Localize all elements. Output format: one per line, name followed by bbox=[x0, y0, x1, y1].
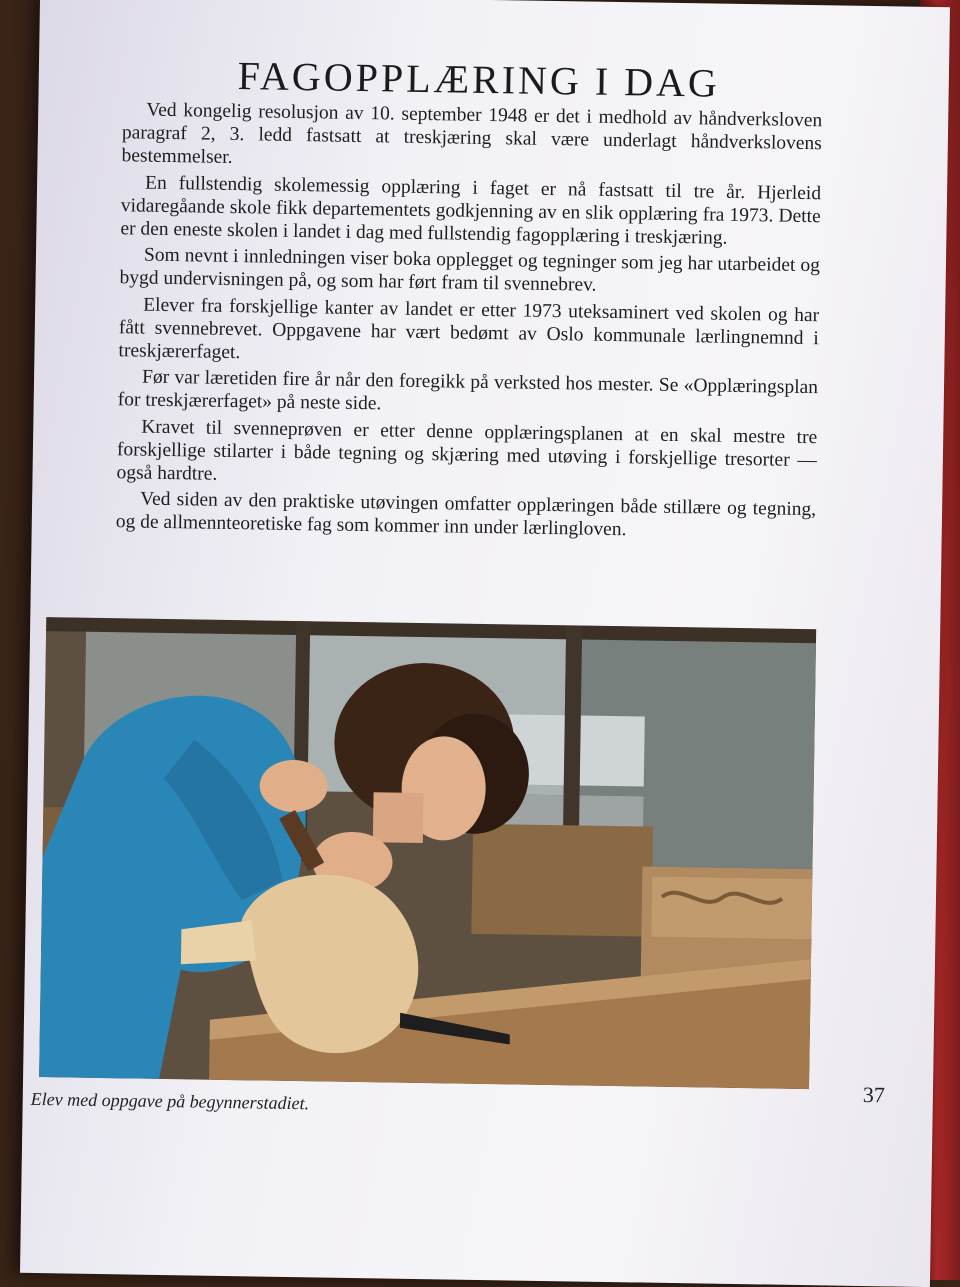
paragraph: Kravet til svenneprøven er etter denne opplæringsplanen at en skal mestre tre forskjellige stilarter i både tegning og skjæring med utøving i forskjellige tresorter — også hardtre. bbox=[116, 416, 818, 485]
book-page bbox=[20, 0, 950, 1287]
paragraph: Som nevnt i innledningen viser boka opplegget og tegninger som jeg har utarbeidet og bygd undervisningen på, og som har ført fram til svennebrev. bbox=[119, 244, 821, 297]
paragraph: Ved kongelig resolusjon av 10. september 1948 er det i medhold av håndverksloven paragraf 2, 3. ledd fastsatt at treskjæring skal være underlagt håndverkslovens bestemmelser. bbox=[121, 99, 823, 169]
photo-caption: Elev med oppgave på begynnerstadiet. bbox=[30, 1088, 310, 1114]
page-number: 37 bbox=[862, 1081, 886, 1108]
paragraph: Ved siden av den praktiske utøvingen omfatter opplæringen både stillære og tegning, og de allmennteoretiske fag som kommer inn under lærlingloven. bbox=[115, 488, 817, 541]
paragraph: En fullstendig skolemessig opplæring i faget er nå fastsatt til tre år. Hjerleid vidaregåande skole fikk departementets godkjenning av en slik opplæring fra 1973. Dette er den eneste skolen i landet i dag med fullstendig fagopplæring i treskjæring. bbox=[120, 172, 822, 249]
photo-wood-carving-student bbox=[39, 617, 816, 1089]
paragraph: Før var læretiden fire år når den foregikk på verksted hos mester. Se «Opplæringsplan for treskjærerfaget» på neste side. bbox=[117, 366, 819, 415]
page-title: FAGOPPLÆRING I DAG bbox=[237, 53, 721, 106]
paragraph: Elever fra forskjellige kanter av landet er etter 1973 uteksaminert ved skolen og har fått svennebrevet. Oppgavene har vært bedømt av Oslo kommunale lærlingnemnd i treskjærerfaget. bbox=[118, 294, 820, 364]
body-text bbox=[116, 98, 823, 548]
